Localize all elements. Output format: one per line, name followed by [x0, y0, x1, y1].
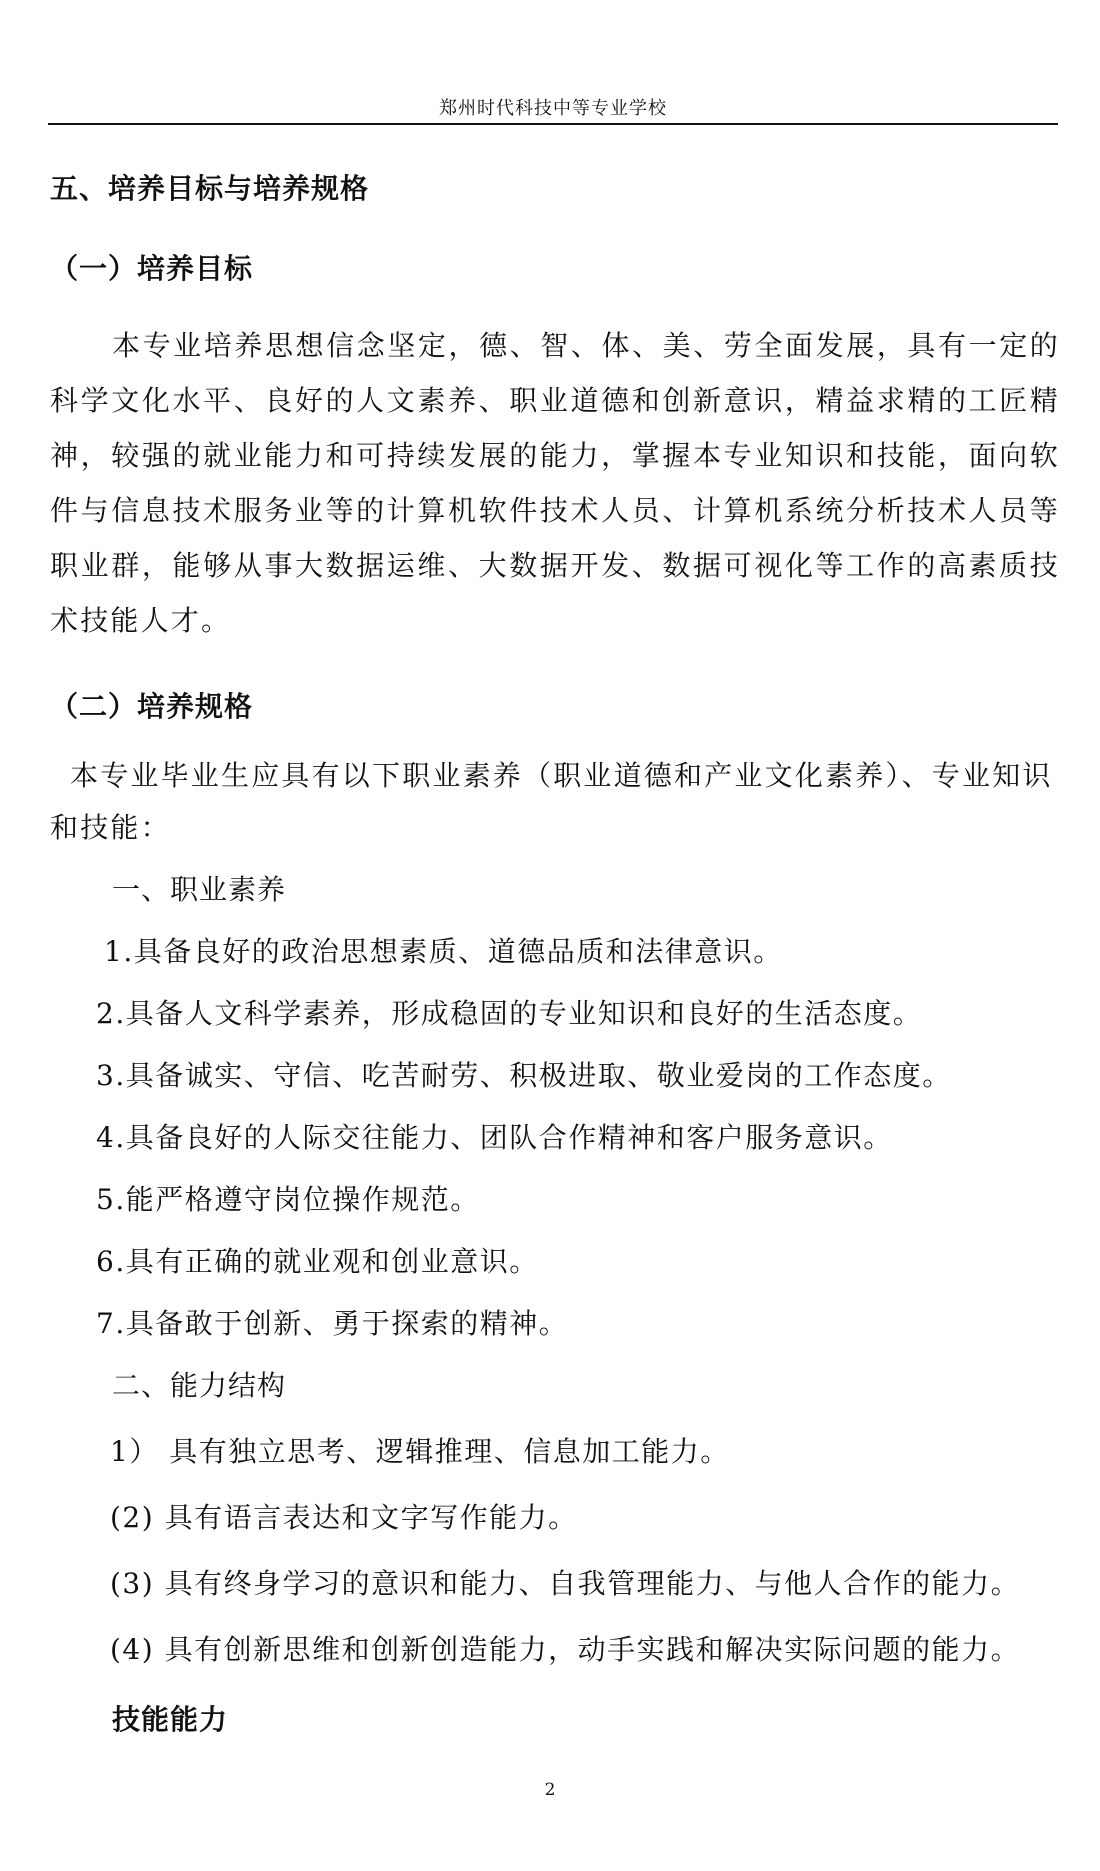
goal-heading: （一）培养目标 [50, 252, 254, 285]
ability-item: 1） 具有独立思考、逻辑推理、信息加工能力。 [110, 1435, 730, 1468]
ability-heading: 二、能力结构 [112, 1369, 287, 1402]
literacy-item: 3.具备诚实、守信、吃苦耐劳、积极进取、敬业爱岗的工作态度。 [96, 1059, 952, 1092]
literacy-item: 7.具备敢于创新、勇于探索的精神。 [96, 1307, 569, 1340]
literacy-item: 5.能严格遵守岗位操作规范。 [96, 1183, 480, 1216]
ability-item: (4) 具有创新思维和创新创造能力，动手实践和解决实际问题的能力。 [110, 1633, 1021, 1666]
literacy-item: 6.具有正确的就业观和创业意识。 [96, 1245, 539, 1278]
skill-heading: 技能能力 [112, 1703, 229, 1736]
literacy-item: 2.具备人文科学素养，形成稳固的专业知识和良好的生活态度。 [96, 997, 923, 1030]
spec-intro: 本专业毕业生应具有以下职业素养（职业道德和产业文化素养）、专业知识和技能： [50, 759, 1053, 844]
header-divider [48, 123, 1058, 125]
page-number: 2 [544, 1780, 556, 1800]
page-header: 郑州时代科技中等专业学校 [439, 98, 667, 119]
ability-item: (2) 具有语言表达和文字写作能力。 [110, 1501, 578, 1534]
literacy-heading: 一、职业素养 [112, 873, 287, 906]
ability-item: (3) 具有终身学习的意识和能力、自我管理能力、与他人合作的能力。 [110, 1567, 1021, 1600]
section-title: 五、培养目标与培养规格 [50, 172, 370, 205]
literacy-item: 4.具备良好的人际交往能力、团队合作精神和客户服务意识。 [96, 1121, 893, 1154]
document-body [50, 168, 1060, 1746]
literacy-item: 1.具备良好的政治思想素质、道德品质和法律意识。 [104, 935, 783, 968]
spec-heading: （二）培养规格 [50, 690, 254, 723]
goal-paragraph: 本专业培养思想信念坚定，德、智、体、美、劳全面发展，具有一定的科学文化水平、良好的人文素养、职业道德和创新意识，精益求精的工匠精神，较强的就业能力和可持续发展的能力，掌握本专业知识和技能，面向软件与信息技术服务业等的计算机软件技术人员、计算机系统分析技术人员等职业群，能够从事大数据运维、大数据开发、数据可视化等工作的高素质技术技能人才。 [50, 329, 1060, 637]
